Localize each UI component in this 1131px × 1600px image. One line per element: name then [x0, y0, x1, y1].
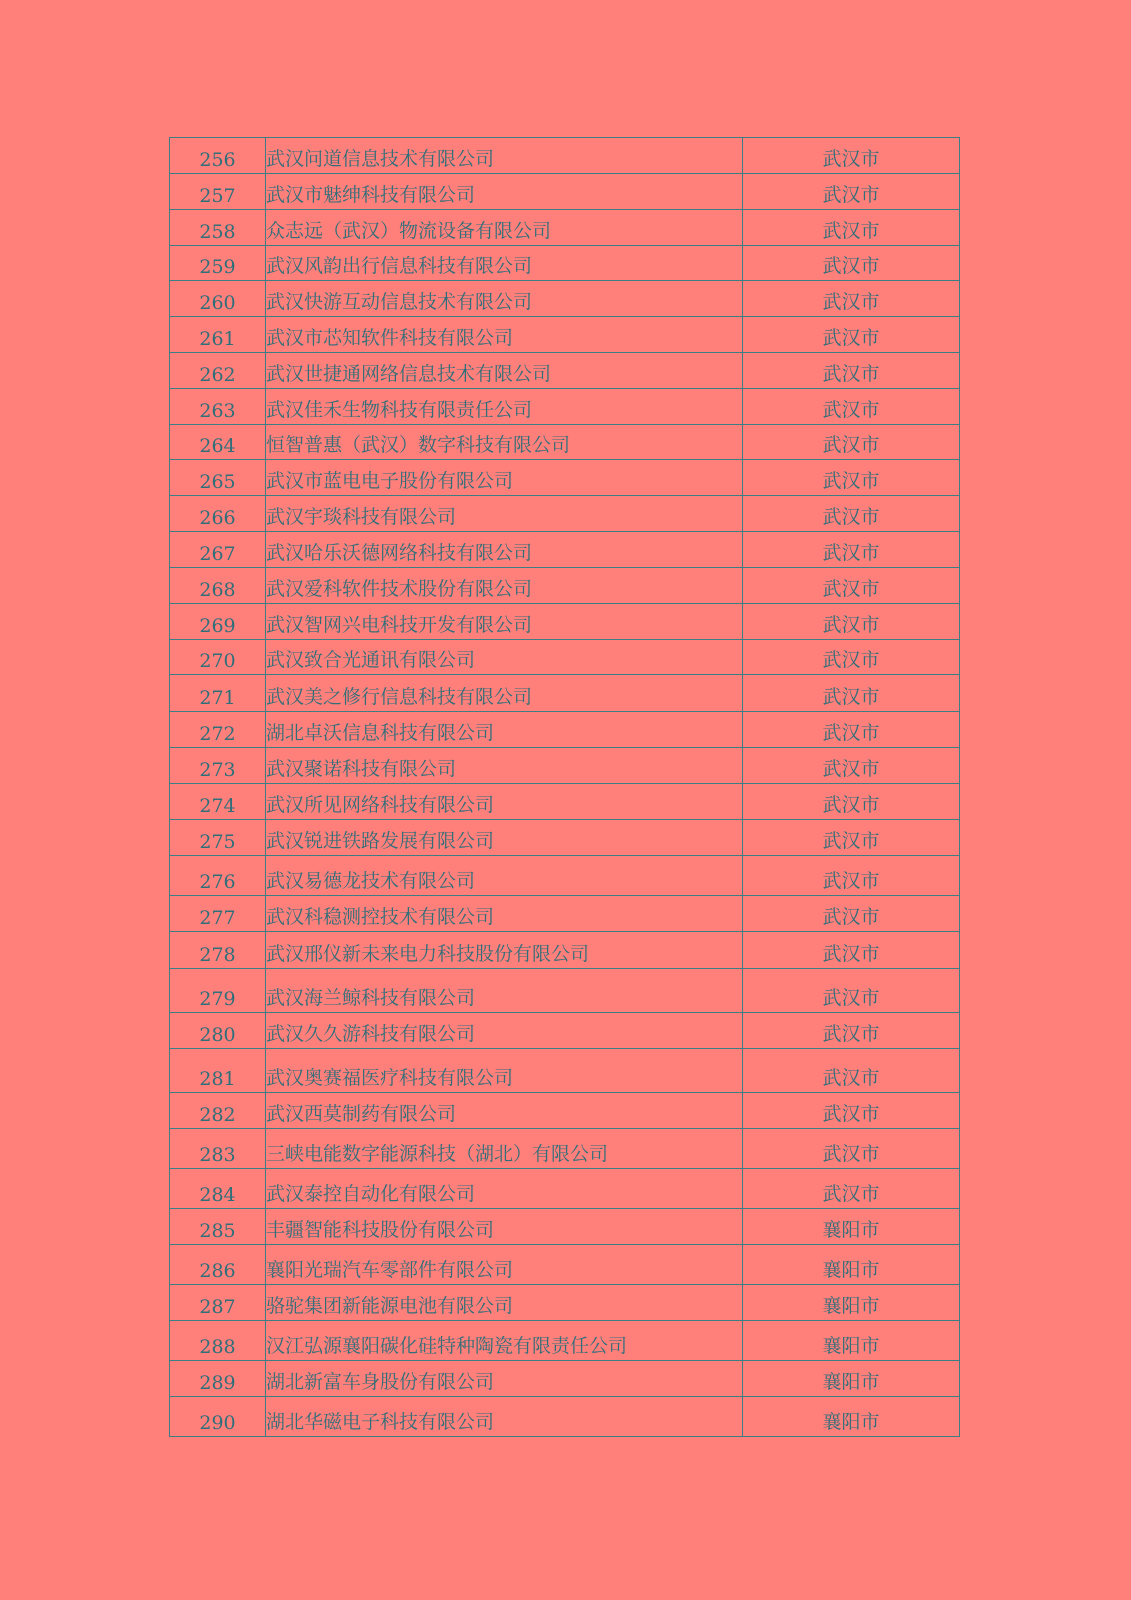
city-name: 武汉市 [743, 712, 960, 748]
company-table [169, 137, 960, 1437]
company-name: 武汉久久游科技有限公司 [266, 1013, 743, 1049]
row-number: 278 [170, 932, 266, 969]
city-name: 武汉市 [743, 675, 960, 712]
company-name: 武汉宇琰科技有限公司 [266, 496, 743, 532]
row-number: 283 [170, 1129, 266, 1169]
city-name: 武汉市 [743, 353, 960, 389]
company-name: 丰疆智能科技股份有限公司 [266, 1209, 743, 1245]
company-name: 襄阳光瑞汽车零部件有限公司 [266, 1245, 743, 1285]
company-name: 恒智普惠（武汉）数字科技有限公司 [266, 425, 743, 460]
city-name: 襄阳市 [743, 1361, 960, 1397]
city-name: 武汉市 [743, 496, 960, 532]
city-name: 武汉市 [743, 1169, 960, 1209]
table-row [170, 138, 960, 174]
city-name: 武汉市 [743, 317, 960, 353]
city-name: 武汉市 [743, 820, 960, 856]
company-name: 武汉风韵出行信息科技有限公司 [266, 246, 743, 281]
city-name: 襄阳市 [743, 1285, 960, 1321]
table-row [170, 784, 960, 820]
company-name: 武汉快游互动信息技术有限公司 [266, 281, 743, 317]
table-row [170, 712, 960, 748]
row-number: 269 [170, 604, 266, 640]
row-number: 272 [170, 712, 266, 748]
table-row [170, 210, 960, 246]
city-name: 襄阳市 [743, 1397, 960, 1437]
city-name: 武汉市 [743, 281, 960, 317]
table-row [170, 568, 960, 604]
city-name: 襄阳市 [743, 1209, 960, 1245]
table-row [170, 281, 960, 317]
row-number: 267 [170, 532, 266, 568]
table-row [170, 1169, 960, 1209]
company-name: 汉江弘源襄阳碳化硅特种陶瓷有限责任公司 [266, 1321, 743, 1361]
city-name: 武汉市 [743, 604, 960, 640]
row-number: 264 [170, 425, 266, 460]
table-row [170, 1397, 960, 1437]
company-name: 武汉爱科软件技术股份有限公司 [266, 568, 743, 604]
company-name: 武汉聚诺科技有限公司 [266, 748, 743, 784]
city-name: 武汉市 [743, 856, 960, 896]
table-row [170, 969, 960, 1013]
company-name: 众志远（武汉）物流设备有限公司 [266, 210, 743, 246]
company-name: 武汉世捷通网络信息技术有限公司 [266, 353, 743, 389]
city-name: 武汉市 [743, 1129, 960, 1169]
city-name: 襄阳市 [743, 1245, 960, 1285]
city-name: 武汉市 [743, 969, 960, 1013]
row-number: 282 [170, 1093, 266, 1129]
company-name: 湖北卓沃信息科技有限公司 [266, 712, 743, 748]
company-name: 武汉致合光通讯有限公司 [266, 640, 743, 675]
company-name: 武汉美之修行信息科技有限公司 [266, 675, 743, 712]
table-row [170, 1013, 960, 1049]
city-name: 武汉市 [743, 246, 960, 281]
city-name: 武汉市 [743, 568, 960, 604]
city-name: 武汉市 [743, 425, 960, 460]
table-row [170, 1321, 960, 1361]
row-number: 271 [170, 675, 266, 712]
row-number: 289 [170, 1361, 266, 1397]
row-number: 286 [170, 1245, 266, 1285]
city-name: 武汉市 [743, 1013, 960, 1049]
table-row [170, 246, 960, 281]
row-number: 275 [170, 820, 266, 856]
table-row [170, 820, 960, 856]
company-name: 武汉问道信息技术有限公司 [266, 138, 743, 174]
row-number: 273 [170, 748, 266, 784]
company-name: 武汉市魅绅科技有限公司 [266, 174, 743, 210]
row-number: 268 [170, 568, 266, 604]
company-name: 武汉智网兴电科技开发有限公司 [266, 604, 743, 640]
city-name: 武汉市 [743, 174, 960, 210]
company-name: 武汉科稳测控技术有限公司 [266, 896, 743, 932]
row-number: 274 [170, 784, 266, 820]
row-number: 257 [170, 174, 266, 210]
company-name: 湖北华磁电子科技有限公司 [266, 1397, 743, 1437]
city-name: 武汉市 [743, 784, 960, 820]
table-row [170, 896, 960, 932]
table-row [170, 532, 960, 568]
city-name: 武汉市 [743, 210, 960, 246]
table-row [170, 353, 960, 389]
company-name: 武汉泰控自动化有限公司 [266, 1169, 743, 1209]
table-row [170, 1285, 960, 1321]
company-name: 武汉西莫制药有限公司 [266, 1093, 743, 1129]
row-number: 261 [170, 317, 266, 353]
table-row [170, 496, 960, 532]
city-name: 武汉市 [743, 748, 960, 784]
city-name: 武汉市 [743, 138, 960, 174]
company-table-body [170, 138, 960, 1437]
row-number: 285 [170, 1209, 266, 1245]
table-row [170, 389, 960, 425]
company-name: 武汉邢仪新未来电力科技股份有限公司 [266, 932, 743, 969]
row-number: 265 [170, 460, 266, 496]
table-row [170, 317, 960, 353]
table-row [170, 1209, 960, 1245]
company-name: 武汉市蓝电电子股份有限公司 [266, 460, 743, 496]
row-number: 270 [170, 640, 266, 675]
row-number: 262 [170, 353, 266, 389]
company-name: 武汉奥赛福医疗科技有限公司 [266, 1049, 743, 1093]
table-row [170, 174, 960, 210]
table-row [170, 640, 960, 675]
table-row [170, 1129, 960, 1169]
row-number: 288 [170, 1321, 266, 1361]
row-number: 290 [170, 1397, 266, 1437]
table-row [170, 748, 960, 784]
row-number: 276 [170, 856, 266, 896]
row-number: 256 [170, 138, 266, 174]
city-name: 武汉市 [743, 532, 960, 568]
city-name: 武汉市 [743, 932, 960, 969]
table-row [170, 425, 960, 460]
city-name: 武汉市 [743, 389, 960, 425]
row-number: 277 [170, 896, 266, 932]
row-number: 260 [170, 281, 266, 317]
company-name: 武汉市芯知软件科技有限公司 [266, 317, 743, 353]
table-row [170, 604, 960, 640]
city-name: 武汉市 [743, 1093, 960, 1129]
city-name: 武汉市 [743, 896, 960, 932]
company-name: 武汉易德龙技术有限公司 [266, 856, 743, 896]
city-name: 襄阳市 [743, 1321, 960, 1361]
company-name: 湖北新富车身股份有限公司 [266, 1361, 743, 1397]
table-row [170, 932, 960, 969]
company-name: 武汉锐进铁路发展有限公司 [266, 820, 743, 856]
row-number: 287 [170, 1285, 266, 1321]
row-number: 279 [170, 969, 266, 1013]
row-number: 280 [170, 1013, 266, 1049]
table-row [170, 1093, 960, 1129]
row-number: 266 [170, 496, 266, 532]
company-name: 武汉哈乐沃德网络科技有限公司 [266, 532, 743, 568]
company-name: 武汉佳禾生物科技有限责任公司 [266, 389, 743, 425]
company-name: 武汉海兰鲸科技有限公司 [266, 969, 743, 1013]
table-row [170, 1245, 960, 1285]
row-number: 263 [170, 389, 266, 425]
table-row [170, 1049, 960, 1093]
table-row [170, 856, 960, 896]
company-name: 武汉所见网络科技有限公司 [266, 784, 743, 820]
company-name: 骆驼集团新能源电池有限公司 [266, 1285, 743, 1321]
city-name: 武汉市 [743, 460, 960, 496]
row-number: 284 [170, 1169, 266, 1209]
city-name: 武汉市 [743, 640, 960, 675]
city-name: 武汉市 [743, 1049, 960, 1093]
row-number: 258 [170, 210, 266, 246]
row-number: 259 [170, 246, 266, 281]
table-row [170, 1361, 960, 1397]
row-number: 281 [170, 1049, 266, 1093]
table-row [170, 675, 960, 712]
company-name: 三峡电能数字能源科技（湖北）有限公司 [266, 1129, 743, 1169]
table-row [170, 460, 960, 496]
